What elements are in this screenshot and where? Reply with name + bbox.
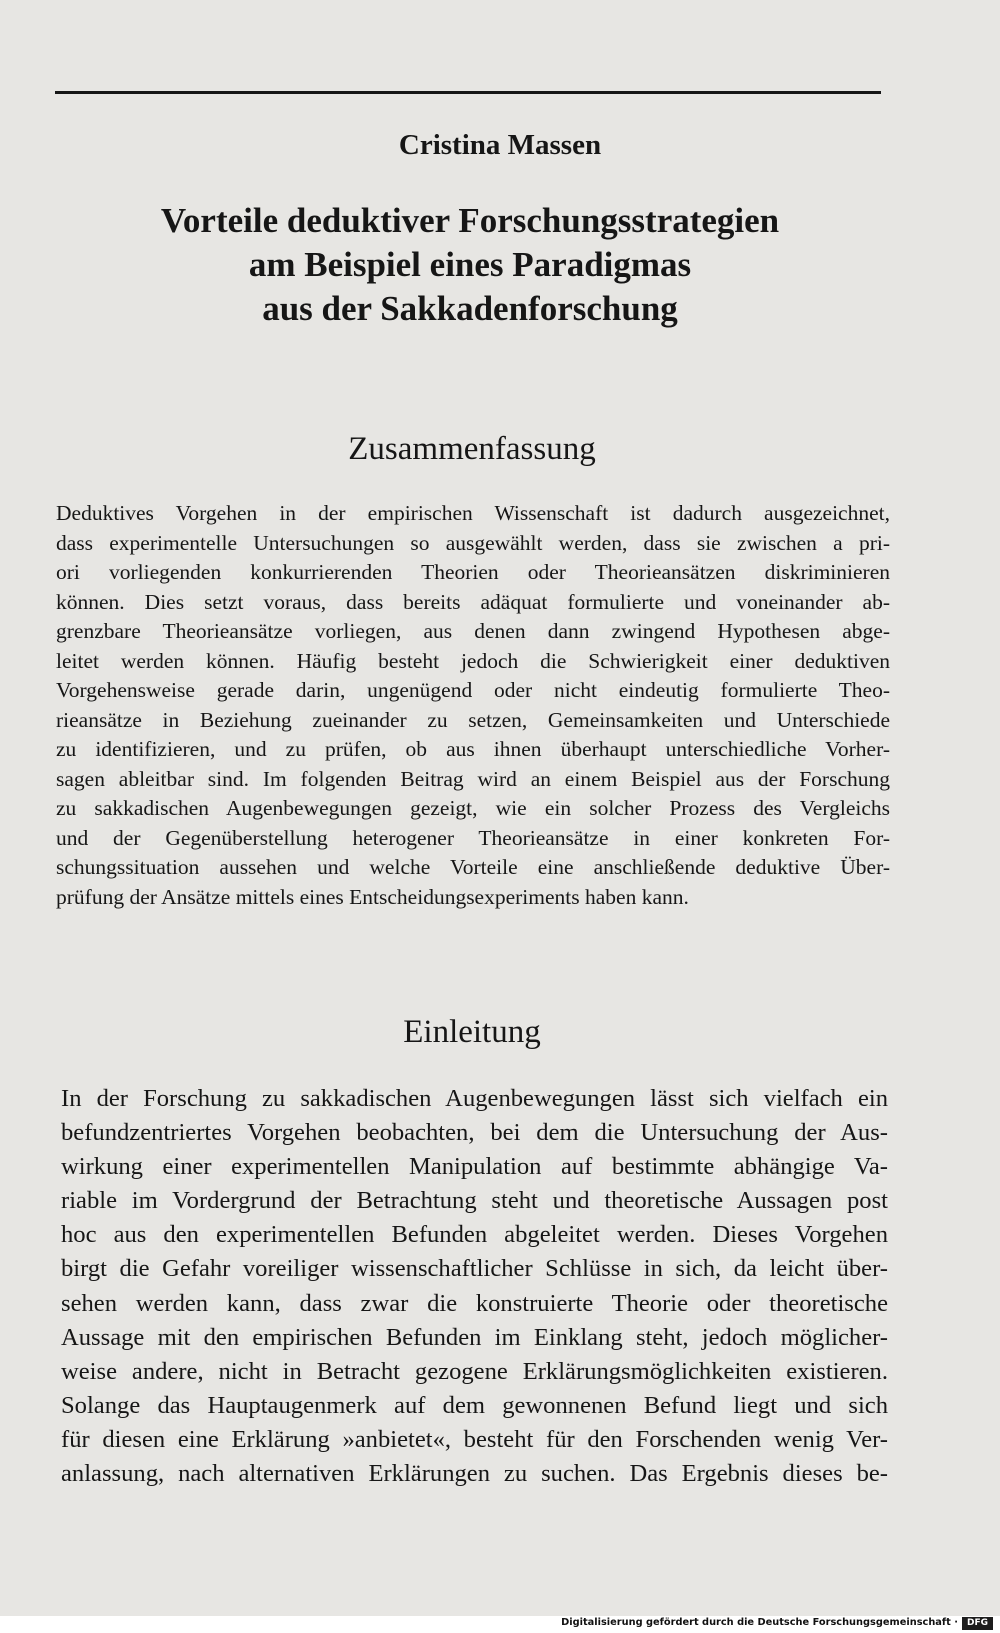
dfg-logo: DFG <box>962 1617 993 1630</box>
header-rule <box>55 91 881 94</box>
funding-notice: Digitalisierung gefördert durch die Deutsche Forschungsgemeinschaft · <box>561 1617 958 1628</box>
introduction-line: birgt die Gefahr voreiliger wissenschaftlicher Schlüsse in sich, da leicht über- <box>61 1255 888 1283</box>
abstract-line: Vorgehensweise gerade darin, ungenügend oder nicht eindeutig formulierte Theo- <box>56 678 890 702</box>
introduction-heading: Einleitung <box>403 1014 541 1050</box>
abstract-line: leitet werden können. Häufig besteht jedoch die Schwierigkeit einer deduktiven <box>56 648 890 673</box>
introduction-line: hoc aus den experimentellen Befunden abgeleitet werden. Dieses Vorgehen <box>61 1221 888 1249</box>
article-title <box>140 199 800 331</box>
introduction-line: wirkung einer experimentellen Manipulation auf bestimmte abhängige Va- <box>61 1153 888 1181</box>
introduction-text <box>61 1082 888 1491</box>
introduction-line: Aussage mit den empirischen Befunden im Einklang steht, jedoch möglicher- <box>61 1323 888 1351</box>
introduction-line: In der Forschung zu sakkadischen Augenbewegungen lässt sich vielfach ein <box>61 1085 888 1112</box>
abstract-line: rieansätze in Beziehung zueinander zu setzen, Gemeinsamkeiten und Unterschiede <box>56 707 890 732</box>
introduction-line: für diesen eine Erklärung »anbietet«, besteht für den Forschenden wenig Ver- <box>61 1425 888 1453</box>
abstract-text <box>56 499 890 912</box>
abstract-line: zu sakkadischen Augenbewegungen gezeigt, wie ein solcher Prozess des Vergleichs <box>56 796 890 820</box>
introduction-line: Solange das Hauptaugenmerk auf dem gewonnenen Befund liegt und sich <box>61 1391 888 1419</box>
introduction-line: anlassung, nach alternativen Erklärungen zu suchen. Das Ergebnis dieses be- <box>61 1460 888 1488</box>
introduction-line: riable im Vordergrund der Betrachtung steht und theoretische Aussagen post <box>61 1187 888 1215</box>
abstract-line: schungssituation aussehen und welche Vorteile eine anschließende deduktive Über- <box>56 855 890 879</box>
introduction-line: weise andere, nicht in Betracht gezogene Erklärungsmöglichkeiten existieren. <box>61 1357 888 1385</box>
author-name: Cristina Massen <box>398 129 602 161</box>
digitization-footer <box>0 1616 1000 1633</box>
abstract-line: zu identifizieren, und zu prüfen, ob aus ihnen überhaupt unterschiedliche Vorher- <box>56 737 890 761</box>
title-line: am Beispiel eines Paradigmas <box>248 245 692 284</box>
abstract-line: ori vorliegenden konkurrierenden Theorien oder Theorieansätzen diskriminieren <box>56 560 890 584</box>
abstract-line: und der Gegenüberstellung heterogener Theorieansätze in einer konkreten For- <box>56 825 890 850</box>
abstract-line: dass experimentelle Untersuchungen so ausgewählt werden, dass sie zwischen a pri- <box>56 530 890 555</box>
title-line: aus der Sakkadenforschung <box>262 289 678 328</box>
introduction-line: befundzentriertes Vorgehen beobachten, bei dem die Untersuchung der Aus- <box>61 1119 888 1147</box>
abstract-line: Deduktives Vorgehen in der empirischen Wissenschaft ist dadurch ausgezeichnet, <box>56 501 890 525</box>
abstract-line: grenzbare Theorieansätze vorliegen, aus denen dann zwingend Hypothesen abge- <box>56 619 890 643</box>
abstract-line: sagen ableitbar sind. Im folgenden Beitrag wird an einem Beispiel aus der Forschung <box>56 766 890 791</box>
abstract-line: können. Dies setzt voraus, dass bereits adäquat formulierte und voneinander ab- <box>56 589 890 614</box>
title-line: Vorteile deduktiver Forschungsstrategien <box>160 201 780 240</box>
abstract-line: prüfung der Ansätze mittels eines Entscheidungsexperiments haben kann. <box>56 884 689 909</box>
abstract-heading: Zusammenfassung <box>348 431 596 467</box>
introduction-line: sehen werden kann, dass zwar die konstruierte Theorie oder theoretische <box>61 1289 888 1317</box>
